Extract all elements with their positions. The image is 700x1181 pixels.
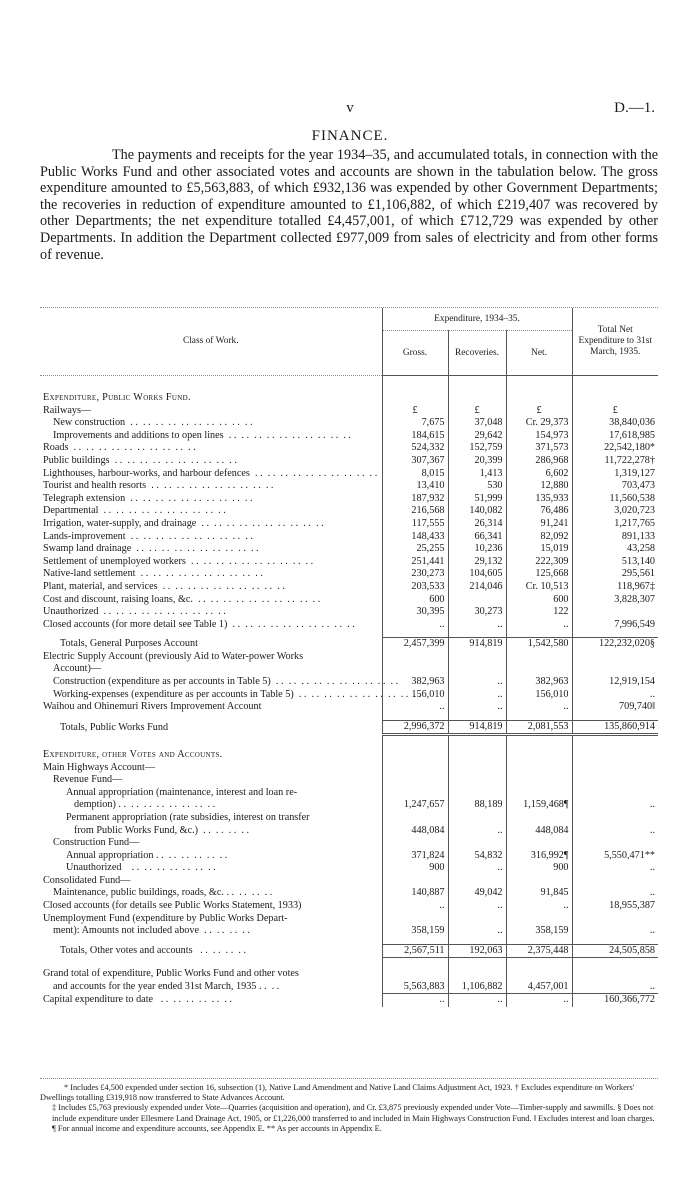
cell-total: 11,560,538: [572, 493, 658, 506]
section-title: Expenditure, other Votes and Accounts.: [43, 748, 223, 760]
cf-unauth-row: [40, 862, 658, 875]
cell-net: ..: [506, 994, 572, 1007]
cell-gross: 230,273: [382, 568, 448, 581]
cell-total: 18,955,387: [572, 900, 658, 913]
page-number: v: [346, 100, 354, 116]
cell-total: 43,258: [572, 543, 658, 556]
table-row: [40, 468, 658, 481]
cell-gross: 524,332: [382, 442, 448, 455]
cell-gross: ..: [382, 994, 448, 1007]
cell-recoveries: 88,189: [448, 799, 506, 812]
header-gross: Gross.: [382, 331, 448, 376]
table-row: [40, 493, 658, 506]
page-title: FINANCE.: [311, 128, 389, 144]
totals-pwf-row: [40, 720, 658, 735]
cell-recoveries: 26,314: [448, 518, 506, 531]
row-label: Totals, Public Works Fund: [60, 722, 169, 734]
footnote: * Includes £4,500 expended under section 16, subsection (1), Native Land Amendment and Native Land Claims Adjustment Act, 1923. † Excludes expenditure on Workers' Dwellings totalling £319,918 now transferred to State Advances Account.: [40, 1083, 635, 1103]
cell-recoveries: ..: [448, 925, 506, 938]
construction-fund-heading: [40, 837, 658, 850]
closed2-row: [40, 900, 658, 913]
cell-recoveries: 66,341: [448, 531, 506, 544]
row-label: Annual appropriation (maintenance, interest and loan re-: [66, 786, 298, 798]
cell-recoveries: 140,082: [448, 505, 506, 518]
row-label: and accounts for the year ended 31st March, 1935 . . . .: [53, 981, 280, 993]
cell-recoveries: 20,399: [448, 455, 506, 468]
cell-total: 891,133: [572, 531, 658, 544]
cell-total: 160,366,772: [572, 994, 658, 1007]
page-reference: D.—1.: [614, 100, 655, 116]
cell-gross: ..: [382, 701, 448, 714]
cell-recoveries: 51,999: [448, 493, 506, 506]
header-class-of-work: Class of Work.: [182, 336, 239, 346]
table-row: [40, 543, 658, 556]
table-row: [40, 505, 658, 518]
unemp-line1: [40, 913, 658, 926]
row-label: Main Highways Account—: [43, 761, 156, 773]
currency-symbol: £: [382, 405, 448, 418]
cell-gross: 8,015: [382, 468, 448, 481]
cell-recoveries: 29,132: [448, 556, 506, 569]
footnotes: [40, 1083, 658, 1134]
cell-gross: 140,887: [382, 887, 448, 900]
cell-total: 17,618,985: [572, 430, 658, 443]
cell-net: 371,573: [506, 442, 572, 455]
cell-recoveries: 29,642: [448, 430, 506, 443]
cell-gross: 358,159: [382, 925, 448, 938]
cell-net: 76,486: [506, 505, 572, 518]
cell-total: 703,473: [572, 480, 658, 493]
cell-gross: 5,563,883: [382, 981, 448, 994]
table-row: [40, 556, 658, 569]
cell-gross: 117,555: [382, 518, 448, 531]
cell-gross: ..: [382, 900, 448, 913]
table-row: [40, 606, 658, 619]
row-label: Closed accounts (for details see Public Works Statement, 1933): [43, 900, 302, 912]
cell-net: 91,241: [506, 518, 572, 531]
cell-gross: 25,255: [382, 543, 448, 556]
cell-net: 382,963: [506, 676, 572, 689]
currency-symbol: £: [506, 405, 572, 418]
cell-total: 5,550,471**: [572, 850, 658, 863]
row-label: Consolidated Fund—: [43, 874, 131, 886]
cell-net: 600: [506, 594, 572, 607]
cell-total: 38,840,036: [572, 417, 658, 430]
cell-total: 3,020,723: [572, 505, 658, 518]
cell-recoveries: 10,236: [448, 543, 506, 556]
row-label: Native-land settlement . . . . . . . . . . . . . . . . . . . .: [43, 568, 263, 580]
table-row: [40, 581, 658, 594]
footnote: ¶ For annual income and expenditure accounts, see Appendix E. ** As per accounts in Appendix E.: [52, 1123, 382, 1133]
totals-general-row: [40, 638, 658, 651]
row-label: Improvements and additions to open lines . . . . . . . . . . . . . . . . . . . .: [53, 429, 351, 441]
cell-net: 316,992¶: [506, 850, 572, 863]
row-label: Swamp land drainage . . . . . . . . . . . . . . . . . . . .: [43, 543, 259, 555]
cell-recoveries: ..: [448, 676, 506, 689]
cell-gross: 187,932: [382, 493, 448, 506]
unemp-line2: [40, 925, 658, 938]
row-label: Capital expenditure to date . . . . . . . . . . . .: [43, 994, 232, 1006]
cell-gross: 1,247,657: [382, 799, 448, 812]
row-label: Plant, material, and services . . . . . . . . . . . . . . . . . . . .: [43, 580, 285, 592]
row-label: Public buildings . . . . . . . . . . . . . . . . . . . .: [43, 454, 237, 466]
cell-net: 358,159: [506, 925, 572, 938]
cell-recoveries: 1,413: [448, 468, 506, 481]
row-label: ment): Amounts not included above . . . . . . . .: [53, 925, 250, 937]
cell-net: Cr. 10,513: [506, 581, 572, 594]
grand-line1: [40, 968, 658, 981]
cell-total: ..: [572, 925, 658, 938]
cell-recoveries: 30,273: [448, 606, 506, 619]
table-row: [40, 518, 658, 531]
table-row: [40, 417, 658, 430]
waihou-row: [40, 701, 658, 714]
table-row: [40, 531, 658, 544]
table-row: [40, 676, 658, 689]
cell-net: 4,457,001: [506, 981, 572, 994]
cell-recoveries: ..: [448, 862, 506, 875]
cell-gross: 7,675: [382, 417, 448, 430]
cell-total: ..: [572, 825, 658, 838]
row-label: Construction Fund—: [53, 837, 140, 849]
row-label: Cost and discount, raising loans, &c. . . . . . . . . . . . . . . . . . . . .: [43, 593, 321, 605]
section-title: Expenditure, Public Works Fund.: [43, 392, 191, 403]
cell-gross: 184,615: [382, 430, 448, 443]
cell-recoveries: [448, 594, 506, 607]
row-label: Telegraph extension . . . . . . . . . . . . . . . . . . . .: [43, 492, 253, 504]
cell-recoveries: 530: [448, 480, 506, 493]
cell-total: ..: [572, 862, 658, 875]
table-row: [40, 455, 658, 468]
footnote: ‡ Includes £5,763 previously expended under Vote—Quarries (acquisition and operation), and Cr. £3,875 previously expended under Vote—Timber-supply and sawmills. § Does not include expenditure under Ellesmere Land Drainage Act, 1905, or £1,226,000 transferred to and included in Main Highways Construction Fund. ‖ Excludes interest and loan charges.: [52, 1103, 655, 1123]
cell-total: ..: [572, 887, 658, 900]
cell-net: 12,880: [506, 480, 572, 493]
cell-recoveries: 192,063: [448, 944, 506, 958]
capital-row: [40, 994, 658, 1007]
header-expenditure-group: Expenditure, 1934–35.: [382, 308, 572, 331]
row-label: Totals, General Purposes Account: [60, 638, 198, 650]
cell-gross: 251,441: [382, 556, 448, 569]
cell-gross: 148,433: [382, 531, 448, 544]
row-label: Unauthorized . . . . . . . . . . . . . . . . . . . .: [43, 606, 226, 618]
electric-heading-row: [40, 663, 658, 676]
cell-net: 15,019: [506, 543, 572, 556]
cell-total: 24,505,858: [572, 944, 658, 958]
cell-total: 11,722,278†: [572, 455, 658, 468]
perm-line2: [40, 825, 658, 838]
annual-rev-line1: [40, 787, 658, 800]
cell-total: 1,319,127: [572, 468, 658, 481]
footnote-rule: [40, 1078, 658, 1079]
cell-total: 3,828,307: [572, 594, 658, 607]
table-row: [40, 480, 658, 493]
perm-line1: [40, 812, 658, 825]
row-label: Tourist and health resorts . . . . . . . . . . . . . . . . . . . .: [43, 480, 274, 492]
pwf-rows: [40, 417, 658, 631]
cell-gross: 307,367: [382, 455, 448, 468]
row-label: Lighthouses, harbour-works, and harbour defences . . . . . . . . . . . . . . . . . . . .: [43, 467, 378, 479]
totals-other-row: [40, 944, 658, 958]
cell-total: 1,217,765: [572, 518, 658, 531]
cell-recoveries: ..: [448, 900, 506, 913]
cell-gross: 900: [382, 862, 448, 875]
cell-recoveries: 49,042: [448, 887, 506, 900]
cell-gross: 156,010: [382, 689, 448, 702]
cell-net: 286,968: [506, 455, 572, 468]
row-label: Grand total of expenditure, Public Works Fund and other votes: [43, 967, 299, 979]
cell-net: 1,542,580: [506, 638, 572, 651]
cell-total: 295,561: [572, 568, 658, 581]
cell-total: 709,740‖: [572, 701, 658, 714]
cell-gross: 2,996,372: [382, 720, 448, 735]
cell-gross: 203,533: [382, 581, 448, 594]
cell-recoveries: 1,106,882: [448, 981, 506, 994]
cf-annual-row: [40, 850, 658, 863]
cell-total: 12,919,154: [572, 676, 658, 689]
header-recoveries: Recoveries.: [448, 331, 506, 376]
cell-net: 122: [506, 606, 572, 619]
cell-net: Cr. 29,373: [506, 417, 572, 430]
cell-gross: 30,395: [382, 606, 448, 619]
cell-recoveries: 54,832: [448, 850, 506, 863]
cell-gross: ..: [382, 619, 448, 632]
cell-net: 135,933: [506, 493, 572, 506]
cell-gross: 2,457,399: [382, 638, 448, 651]
cell-recoveries: 914,819: [448, 720, 506, 735]
row-label: Annual appropriation . . . . . . . . . . . .: [66, 849, 228, 861]
row-label: Unauthorized . . . . . . . . . . . . . .: [66, 862, 216, 874]
row-label: Revenue Fund—: [53, 774, 123, 786]
row-label: Account)—: [53, 663, 102, 675]
cell-total: ..: [572, 981, 658, 994]
cell-recoveries: ..: [448, 994, 506, 1007]
cell-total: 22,542,180*: [572, 442, 658, 455]
row-label: Closed accounts (for more detail see Table 1) . . . . . . . . . . . . . . . . . . . .: [43, 618, 355, 630]
row-label: New construction . . . . . . . . . . . . . . . . . . . .: [53, 417, 253, 429]
finance-table: [40, 308, 658, 1007]
cell-recoveries: 104,605: [448, 568, 506, 581]
cell-net: ..: [506, 900, 572, 913]
revenue-fund-heading: [40, 774, 658, 787]
row-label: demption) . . . . . . . . . . . . . . . .: [74, 799, 216, 811]
cell-recoveries: ..: [448, 701, 506, 714]
row-label: from Public Works Fund, &c.) . . . . . . . .: [74, 824, 250, 836]
row-label: Electric Supply Account (previously Aid to Water-power Works: [43, 650, 304, 662]
cell-net: 154,973: [506, 430, 572, 443]
header-row-1: [40, 308, 658, 331]
electric-rows: [40, 676, 658, 701]
cell-recoveries: 214,046: [448, 581, 506, 594]
currency-row: [40, 405, 658, 418]
cell-recoveries: ..: [448, 825, 506, 838]
cell-net: ..: [506, 619, 572, 632]
cell-net: 6,602: [506, 468, 572, 481]
electric-heading-row: [40, 651, 658, 664]
cell-total: 513,140: [572, 556, 658, 569]
consolidated-heading: [40, 875, 658, 888]
annual-rev-line2: [40, 799, 658, 812]
row-label: Totals, Other votes and accounts . . . . . . . .: [60, 945, 247, 957]
cell-total: 118,967‡: [572, 581, 658, 594]
header-total-net: Total Net Expenditure to 31st March, 1935.: [572, 308, 658, 376]
row-label: Departmental . . . . . . . . . . . . . . . . . . . .: [43, 505, 226, 517]
mh-heading: [40, 762, 658, 775]
header-net: Net.: [506, 331, 572, 376]
cell-recoveries: ..: [448, 619, 506, 632]
cell-net: 125,668: [506, 568, 572, 581]
cell-total: 122,232,020§: [572, 638, 658, 651]
cell-total: 7,996,549: [572, 619, 658, 632]
cell-gross: 600: [382, 594, 448, 607]
cell-net: 82,092: [506, 531, 572, 544]
cell-gross: 13,410: [382, 480, 448, 493]
cell-total: ..: [572, 799, 658, 812]
cell-net: 2,375,448: [506, 944, 572, 958]
row-label: Unemployment Fund (expenditure by Public Works Depart-: [43, 912, 288, 924]
table-row: [40, 619, 658, 632]
table-row: [40, 568, 658, 581]
cell-gross: 2,567,511: [382, 944, 448, 958]
cell-net: 222,309: [506, 556, 572, 569]
cell-gross: 448,084: [382, 825, 448, 838]
row-label: Construction (expenditure as per accounts in Table 5) . . . . . . . . . . . . . . . . . . . .: [53, 676, 399, 688]
cell-total: 135,860,914: [572, 720, 658, 735]
cell-net: 91,845: [506, 887, 572, 900]
section-heading-other: [40, 735, 658, 762]
section-heading-pwf: [40, 378, 658, 405]
cell-net: 1,159,468¶: [506, 799, 572, 812]
row-label: Lands-improvement . . . . . . . . . . . . . . . . . . . .: [43, 530, 253, 542]
cell-recoveries: 152,759: [448, 442, 506, 455]
cell-recoveries: 914,819: [448, 638, 506, 651]
cell-gross: 382,963: [382, 676, 448, 689]
table-row: [40, 430, 658, 443]
row-label: Waihou and Ohinemuri Rivers Improvement Account: [43, 701, 262, 713]
cell-total: ..: [572, 689, 658, 702]
table-row: [40, 594, 658, 607]
row-label: Permanent appropriation (rate subsidies, interest on transfer: [66, 811, 310, 823]
cell-net: 448,084: [506, 825, 572, 838]
cell-gross: 216,568: [382, 505, 448, 518]
railways-label: Railways—: [43, 404, 92, 416]
row-label: Working-expenses (expenditure as per accounts in Table 5) . . . . . . . . . . . . . . . . . . . .: [53, 688, 422, 700]
cell-net: ..: [506, 701, 572, 714]
row-label: Irrigation, water-supply, and drainage . . . . . . . . . . . . . . . . . . . .: [43, 517, 324, 529]
table-row: [40, 442, 658, 455]
grand-line2: [40, 981, 658, 994]
cell-recoveries: 37,048: [448, 417, 506, 430]
cell-net: 900: [506, 862, 572, 875]
table-row: [40, 689, 658, 702]
consolidated-row: [40, 887, 658, 900]
cell-recoveries: ..: [448, 689, 506, 702]
row-label: Maintenance, public buildings, roads, &c. . . . . . . . .: [53, 887, 273, 899]
cell-net: 2,081,553: [506, 720, 572, 735]
cell-net: 156,010: [506, 689, 572, 702]
cell-total: [572, 606, 658, 619]
row-label: Settlement of unemployed workers . . . . . . . . . . . . . . . . . . . .: [43, 555, 314, 567]
cell-gross: 371,824: [382, 850, 448, 863]
currency-symbol: £: [448, 405, 506, 418]
currency-symbol: £: [572, 405, 658, 418]
intro-paragraph: The payments and receipts for the year 1934–35, and accumulated totals, in connection with the Public Works Fund and other associated votes and accounts are shown in the tabulation below. The gross expenditure amounted to £5,563,883, of which £932,136 was expended by other Government Departments; the recoveries in reduction of expenditure amounted to £1,106,882, of which £219,407 was recovered by other Departments; the net expenditure totalled £4,457,001, of which £712,729 was expended by other Departments. In addition the Department collected £977,009 from sales of electricity and from other forms of revenue.: [40, 147, 658, 263]
row-label: Roads . . . . . . . . . . . . . . . . . . . .: [43, 442, 196, 454]
